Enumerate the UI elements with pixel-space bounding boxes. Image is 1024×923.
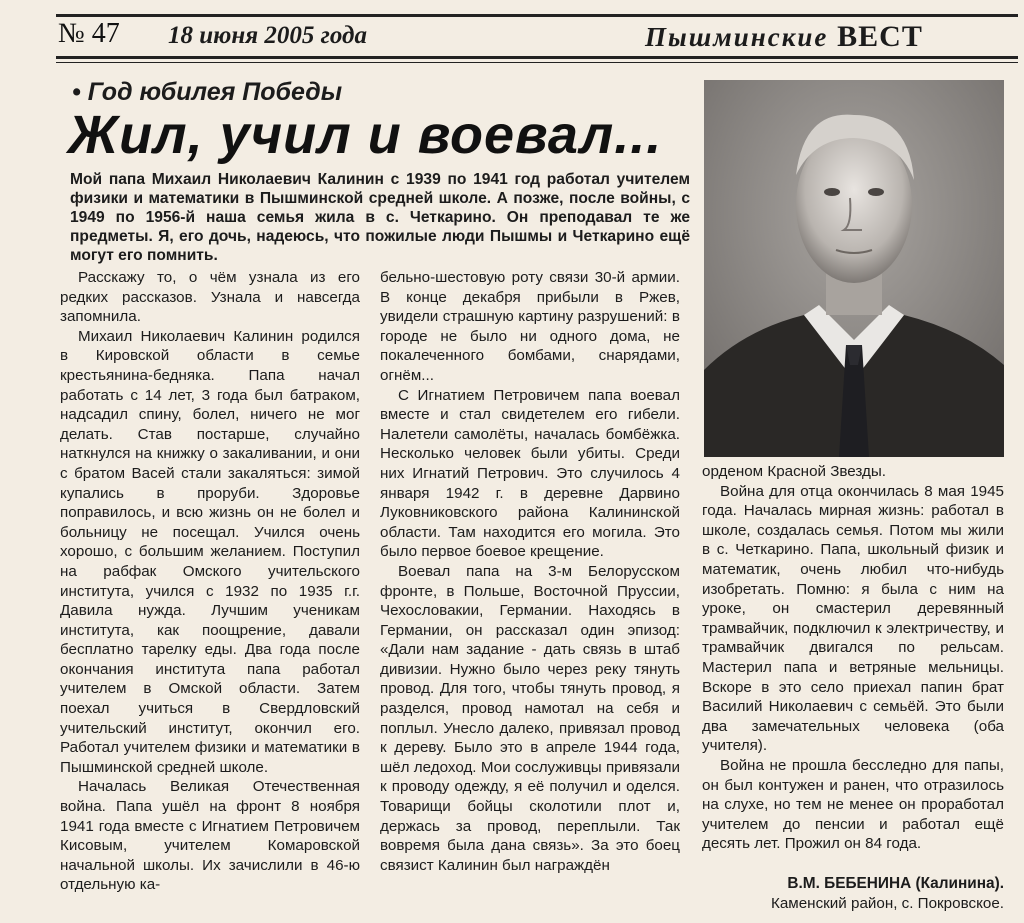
paragraph: Началась Великая Отечественная война. Папа ушёл на фронт 8 ноября 1941 года вместе с Игнатием Петровичем Кисовым, учителем Комаровской начальной школы. Их зачислили в 46-ю отдельную ка- xyxy=(60,778,360,894)
paragraph: Михаил Николаевич Калинин родился в Кировской области в семье крестьянина-бедняка. Папа начал работать с 14 лет, 3 года был батраком, надсадил спину, болел, ничего не мог делать. Став постарше, случайно наткнулся на книжку о закаливании, и они с братом Васей стали закаляться: зимой купались в проруби. Здоровье поправилось, и всю жизнь он не болел и больницу не посещал. Учился очень хорошо, с большим желанием. Поступил на рабфак Омского учительского института, учился с 1932 по 1935 г.г. Давила нужда. Лучшим ученикам института, как поощрение, давали бесплатно тарелку еды. Два года после окончания института папа работал учителем в Омской области. Затем поехал учиться в Свердловский учительский институт, окончил его. Работал учителем физики и математики в Пышминской средней школе. xyxy=(60,327,360,776)
newspaper-name-part1: Пышминские xyxy=(645,22,829,52)
masthead-rule-thin xyxy=(56,62,1018,63)
issue-number: № 47 xyxy=(58,18,120,49)
paragraph: Война не прошла бесследно для папы, он был контужен и ранен, что отразилось на слухе, но тем не менее он проработал учителем до пенсии и работал ещё десять лет. Прожил он 84 года. xyxy=(702,756,1004,853)
paragraph: бельно-шестовую роту связи 30-й армии. В конце декабря прибыли в Ржев, увидели страшную картину разрушений: в городе не было ни одного дома, не покалеченного бомбами, снарядами, огнём... xyxy=(380,269,680,384)
newspaper-name-part2: ВЕСТ xyxy=(837,20,923,53)
issue-date: 18 июня 2005 года xyxy=(168,22,367,49)
paragraph: Расскажу то, о чём узнала из его редких рассказов. Узнала и навсегда запомнила. xyxy=(60,269,360,326)
article-column-2 xyxy=(380,268,680,875)
paragraph: С Игнатием Петровичем папа воевал вместе и стал свидетелем его гибели. Налетели самолёты, началась бомбёжка. Несколько человек были убиты. Среди них Игнатий Петрович. Это случилось 4 января 1942 г. в деревне Дарвино Луковниковского района Калининской области. Там находится его могила. Это было первое боевое крещение. xyxy=(380,386,680,561)
article-column-3 xyxy=(702,462,1004,854)
article-column-1 xyxy=(60,268,360,895)
newspaper-name xyxy=(645,20,923,54)
paragraph: Война для отца окончилась 8 мая 1945 года. Началась мирная жизнь: работал в школе, создалась семья. Потом мы жили в с. Четкарино. Папа, школьный физик и математик, очень любил что-нибудь изобретать. Помню: я была с ним на уроке, он смастерил деревянный трамвайчик, подключил к электричеству, и трамвайчик двигался по рельсам. Мастерил папа и ветряные мельницы. Вскоре в это село приехал папин брат Василий Николаевич с семьёй. Это были два замечательных человека (оба учителя). xyxy=(702,482,1004,755)
author-place: Каменский район, с. Покровское. xyxy=(771,895,1004,912)
paragraph: Воевал папа на 3-м Белорусском фронте, в Польше, Восточной Пруссии, Чехословакии, Германии. Находясь в Германии, он рассказал один эпизод: «Дали нам задание - дать связь в штаб дивизии. Нужно было через реку тянуть провод. Для того, чтобы тянуть провод, я разделся, провод намотал на себя и поплыл. Унесло далеко, привязал провод к дереву. Было это в апреле 1944 года, шёл ледоход. Мои сослуживцы привязали к проводу одежду, я её получил и оделся. Товарищи бойцы сколотили плот и, держась за провод, переплыли. Так вовремя была дана связь». За это боец связист Калинин был награждён xyxy=(380,562,680,874)
paragraph: орденом Красной Звезды. xyxy=(702,463,887,480)
article-rubric: • Год юбилея Победы xyxy=(72,78,343,106)
article-lead: Мой папа Михаил Николаевич Калинин с 1939 по 1941 год работал учителем физики и математики в Пышминской средней школе. А позже, после войны, с 1949 по 1956-й наша семья жила в с. Четкарино. Он преподавал те же предметы. Я, его дочь, надеюсь, что пожилые люди Пышмы и Четкарино ещё могут его помнить. xyxy=(70,171,690,264)
masthead-rule xyxy=(56,56,1018,59)
author-signature: В.М. БЕБЕНИНА (Калинина). xyxy=(787,875,1004,892)
portrait-illustration xyxy=(704,80,1004,457)
article-headline: Жил, учил и воевал... xyxy=(68,105,663,165)
portrait-photo xyxy=(704,80,1004,457)
top-rule xyxy=(56,14,1018,17)
